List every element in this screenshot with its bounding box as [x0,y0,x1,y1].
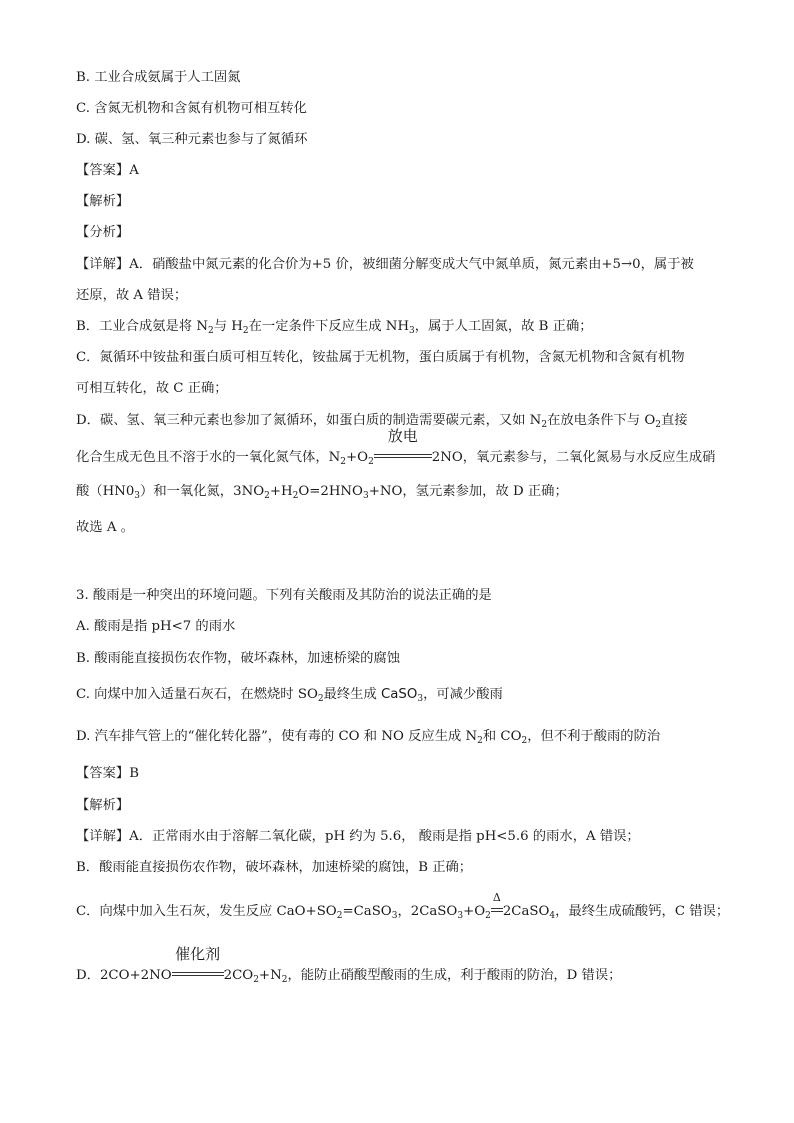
text: +NO，氢元素参加，故 D 正确； [368,484,568,499]
answer-value: B [129,766,139,781]
text: C. 向煤中加入适量石灰石，在燃烧时 SO [76,687,318,702]
text: 化合生成无色且不溶于水的一氧化氮气体，N [76,450,341,465]
q2-detail-a-line2: 还原，故 A 错误； [76,288,188,303]
subscript: 2 [521,736,528,746]
q3-stem: 3. 酸雨是一种突出的环境问题。下列有关酸雨及其防治的说法正确的是 [76,588,492,603]
q2-detail-d-line2 [76,427,716,472]
text: 直接 [661,413,688,428]
subscript: 3 [457,911,464,921]
q3-answer [76,764,139,784]
condition-heat: Δ [492,891,501,904]
subscript: 2 [340,457,347,467]
heat-reaction-arrow [491,891,503,922]
q2-detail-b [76,317,593,341]
text: +O [463,904,486,919]
text: 2NO [431,450,463,465]
condition-discharge: 放电 [387,427,418,445]
text: ，但不利于酸雨的防治 [527,729,661,744]
text: 酸（HN0 [76,484,135,499]
q2-detail-d-line3 [76,482,568,506]
text: ，能防止硝酸型酸雨的生成，利于酸雨的防治，D 错误； [287,968,622,983]
text: ，最终生成硫酸钙，C 错误； [555,904,730,919]
subscript: 2 [336,911,343,921]
text: ，氧元素参与，二氧化氮易与水反应生成硝 [462,450,716,465]
q2-answer [76,161,139,181]
q2-option-b: B. 工业合成氨属于人工固氮 [76,70,241,85]
q2-detail-a-line1: 【详解】A．硝酸盐中氮元素的化合价为+5 价，被细菌分解变成大气中氮单质，氮元素由+5→0，属于被 [76,257,694,272]
text: D. 汽车排气管上的“催化转化器”，使有毒的 CO 和 NO 反应生成 N [76,729,478,744]
text: 在一定条件下反应生成 NH [248,319,410,334]
discharge-reaction-arrow [374,427,432,468]
subscript: 4 [549,911,556,921]
subscript: 2 [253,975,259,985]
text: 和 CO [482,729,522,744]
subscript: 3 [362,491,369,501]
subscript: 2 [368,457,374,467]
text: +N [258,968,282,983]
text: 2CO [223,968,254,983]
q2-conclusion: 故选 A 。 [76,520,134,535]
text: D．碳、氢、氧三种元素也参加了氮循环，如蛋白质的制造需要碳元素，又如 N [76,413,542,428]
subscript: 2 [292,491,299,501]
subscript: 2 [541,420,548,430]
text: =CaSO [342,904,392,919]
text: C．向煤中加入生石灰，发生反应 CaO+SO [76,904,337,919]
answer-value: A [129,163,139,178]
q2-option-d: D. 碳、氢、氧三种元素也参与了氮循环 [76,132,308,147]
double-line [374,454,432,458]
subscript: 2 [317,694,324,704]
text: +H [269,484,293,499]
text: O=2HNO [298,484,363,499]
subscript: 2 [281,975,288,985]
text: 最终生成 CaSO [323,687,418,702]
text: 在放电条件下与 O [547,413,656,428]
q2-fenxi-label: 【分析】 [76,225,130,240]
q2-detail-c-line2: 可相互转化，故 C 正确； [76,381,228,396]
q3-option-b: B. 酸雨能直接损伤农作物，破坏森林，加速桥梁的腐蚀 [76,651,401,666]
subscript: 3 [409,326,415,336]
text: 与 H [213,319,243,334]
text: D．2CO+2NO [76,968,172,983]
q3-detail-a: 【详解】A．正常雨水由于溶解二氧化碳，pH 约为 5.6， 酸雨是指 pH<5.6 的雨水，A 错误； [76,829,640,844]
subscript: 2 [264,491,270,501]
text: ）和一氧化氮，3NO [140,484,265,499]
text: ，属于人工固氮，故 B 正确； [414,319,593,334]
answer-label: 【答案】 [76,163,130,178]
subscript: 3 [134,491,141,501]
subscript: 2 [242,326,249,336]
q3-detail-d [76,945,622,990]
text: +O [346,450,369,465]
q3-option-d [76,727,660,751]
text: ，2CaSO [397,904,458,919]
subscript: 2 [485,911,491,921]
double-line [491,908,503,912]
q2-option-c: C. 含氮无机物和含氮有机物可相互转化 [76,101,307,116]
answer-label: 【答案】 [76,766,130,781]
q3-detail-c [76,891,730,926]
subscript: 2 [208,326,214,336]
text: 2CaSO [502,904,550,919]
text: ，可减少酸雨 [423,687,503,702]
text: B．工业合成氨是将 N [76,319,209,334]
subscript: 3 [391,911,398,921]
subscript: 2 [655,420,662,430]
subscript: 3 [417,694,424,704]
q3-analysis-label: 【解析】 [76,798,130,813]
q3-detail-b: B．酸雨能直接损伤农作物，破坏森林，加速桥梁的腐蚀，B 正确； [76,860,473,875]
q2-analysis-label: 【解析】 [76,194,130,209]
subscript: 2 [477,736,483,746]
double-line [172,972,224,976]
q2-detail-c-line1: C．氮循环中铵盐和蛋白质可相互转化，铵盐属于无机物，蛋白质属于有机物，含氮无机物和含氮有机物 [76,350,685,365]
q3-option-a: A. 酸雨是指 pH<7 的雨水 [76,619,236,634]
condition-catalyst: 催化剂 [175,945,221,963]
catalyst-reaction-arrow [172,945,224,986]
q3-option-c [76,685,503,709]
